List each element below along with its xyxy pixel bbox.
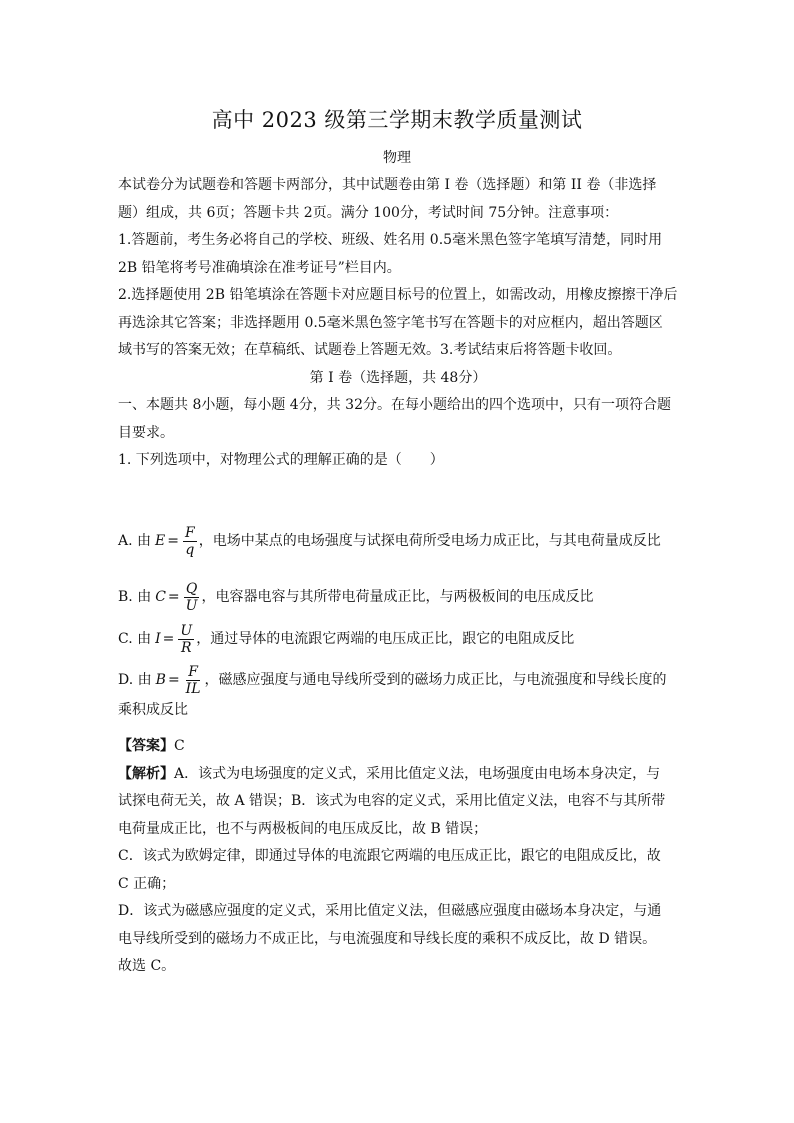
option-text: ，电场中某点的电场强度与试探电荷所受电场力成正比，与其电荷量成反比	[198, 533, 661, 549]
instruction-line: 2B 铅笔将考号准确填涂在准考证号”栏目内。	[118, 259, 401, 276]
fraction	[178, 623, 194, 656]
formula-lhs: E	[155, 533, 166, 549]
fraction	[183, 525, 197, 558]
subject-heading: 物理	[383, 150, 411, 166]
denominator: U	[185, 598, 198, 614]
option-text: ，通过导体的电流跟它两端的电压成正比，跟它的电阻成反比	[196, 631, 575, 647]
section-description: 一、本题共 8小题，每小题 4分，共 32分。在每小题给出的四个选项中，只有一项符合题	[118, 397, 671, 413]
instruction-line: 2.选择题使用 2B 铅笔填涂在答题卡对应题目标号的位置上，如需改动，用橡皮擦擦干净后	[118, 287, 678, 303]
analysis-text: 试探电荷无关，故 A 错误；B．该式为电容的定义式，采用比值定义法，电容不与其所带	[118, 793, 666, 809]
analysis-label: 【解析】	[118, 765, 174, 782]
formula-lhs: I	[155, 631, 161, 647]
analysis-text: D．该式为磁感应强度的定义式，采用比值定义法，但磁感应强度由磁场本身决定，与通	[118, 903, 662, 919]
instructions	[118, 172, 678, 475]
fraction	[184, 581, 200, 614]
exam-title: 高中 2023 级第三学期末教学质量测试	[211, 108, 583, 132]
denominator: R	[181, 640, 192, 656]
analysis-text: 电荷量成正比，也不与两极板间的电压成反比，故 B 错误；	[118, 820, 488, 837]
equals-sign: =	[162, 631, 175, 647]
numerator: F	[188, 664, 198, 680]
section-title: 第 I 卷（选择题，共 48分）	[309, 369, 487, 386]
equals-sign: =	[167, 672, 180, 688]
option-text-continued: 乘积成反比	[118, 702, 188, 718]
section-description: 目要求。	[118, 424, 174, 441]
formula-lhs: C	[155, 589, 166, 605]
option-d	[118, 664, 698, 724]
fraction	[184, 664, 203, 697]
instruction-line: 题）组成，共 6页；答题卡共 2页。满分 100分，考试时间 75分钟。注意事项：	[118, 204, 619, 221]
analysis-text: C．该式为欧姆定律，即通过导体的电流跟它两端的电压成正比，跟它的电阻成反比，故	[118, 848, 661, 864]
instruction-line: 本试卷分为试题卷和答题卡两部分，其中试题卷由第 I 卷（选择题）和第 II 卷（非选择	[118, 177, 657, 193]
equals-sign: =	[167, 533, 179, 549]
analysis-text: C 正确；	[118, 875, 176, 892]
analysis-line	[118, 761, 678, 789]
answer-line	[118, 733, 678, 761]
numerator: F	[184, 525, 195, 541]
analysis-text: A．该式为电场强度的定义式，采用比值定义法，电场强度由电场本身决定，与	[174, 765, 661, 782]
option-b	[118, 581, 698, 614]
analysis-text: 电导线所受到的磁场力不成正比，与电流强度和导线长度的乘积不成反比，故 D 错误。	[118, 930, 657, 947]
option-c	[118, 623, 698, 656]
instruction-line: 域书写的答案无效；在草稿纸、试题卷上答题无效。3.考试结束后将答题卡收回。	[118, 342, 622, 358]
option-prefix: D. 由	[118, 672, 152, 688]
answer-value: C	[174, 738, 185, 754]
denominator: IL	[185, 681, 201, 697]
denominator: q	[185, 542, 195, 558]
numerator: U	[180, 623, 193, 639]
option-text: ，磁感应强度与通电导线所受到的磁场力成正比，与电流强度和导线长度的	[204, 672, 667, 688]
option-prefix: A. 由	[118, 533, 152, 549]
option-prefix: B. 由	[118, 589, 152, 605]
option-a	[118, 525, 698, 558]
option-text: ，电容器电容与其所带电荷量成正比，与两极板间的电压成反比	[201, 589, 594, 605]
option-prefix: C. 由	[118, 631, 152, 647]
formula-lhs: B	[155, 672, 166, 688]
answer-block	[118, 733, 678, 981]
instruction-line: 1.答题前，考生务必将自己的学校、班级、姓名用 0.5毫米黑色签字笔填写清楚，同时用	[118, 232, 663, 248]
answer-label: 【答案】	[118, 738, 174, 754]
instruction-line: 再选涂其它答案；非选择题用 0.5毫米黑色签字笔书写在答题卡的对应框内，超出答题区	[118, 314, 663, 331]
numerator: Q	[185, 581, 198, 597]
analysis-text: 故选 C。	[118, 958, 176, 974]
equals-sign: =	[167, 589, 180, 605]
question-stem: 1. 下列选项中，对物理公式的理解正确的是（ ）	[118, 452, 444, 468]
